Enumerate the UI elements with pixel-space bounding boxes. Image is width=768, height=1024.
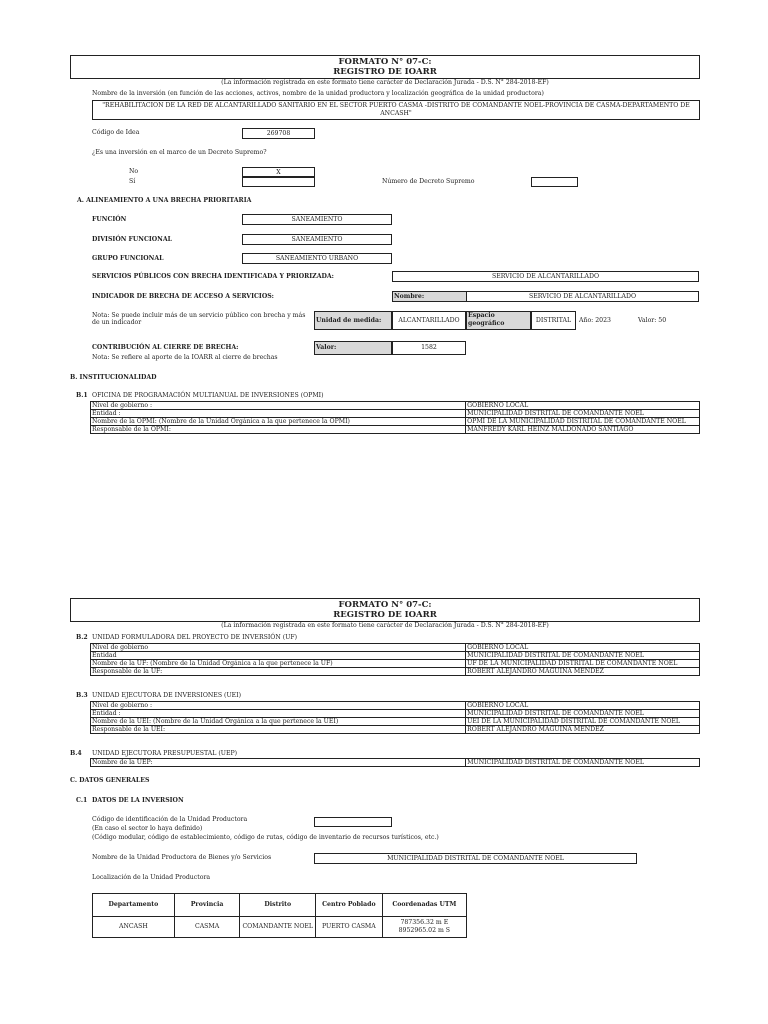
location-header-row [93, 894, 467, 917]
table-row [91, 660, 700, 668]
b4-number: B.4 [70, 750, 82, 757]
espacio-label [466, 311, 531, 330]
decree-number-field[interactable] [531, 177, 578, 187]
b3-table [90, 701, 700, 734]
localizacion-label: Localización de la Unidad Productora [92, 874, 211, 881]
servicios-label: SERVICIOS PÚBLICOS CON BRECHA IDENTIFICADA Y PRIORIZADA: [92, 273, 334, 280]
form-subtitle: REGISTRO DE IOARR [333, 67, 437, 77]
nombre-up-field[interactable]: MUNICIPALIDAD DISTRITAL DE COMANDANTE NOEL [314, 853, 637, 864]
form-title-2: FORMATO N° 07-C: [338, 600, 432, 610]
cell-provincia: CASMA [174, 917, 240, 938]
cell-departamento: ANCASH [93, 917, 175, 938]
form-note-2: (La información registrada en este formato tiene carácter de Declaración Jurada - D.S. N° 284-2018-EF) [221, 622, 549, 629]
row-value[interactable]: OPMI DE LA MUNICIPALIDAD DISTRITAL DE COMANDANTE NOEL [466, 418, 700, 426]
decree-no-checkbox[interactable]: X [242, 167, 315, 177]
section-c-title: C. DATOS GENERALES [70, 777, 150, 784]
row-value[interactable]: ROBERT ALEJANDRO MAGUIÑA MENDEZ [466, 726, 700, 734]
valor-indicador-text: Valor: 50 [638, 317, 667, 324]
b2-number: B.2 [76, 634, 88, 641]
form-header-2 [70, 598, 700, 622]
table-row [91, 652, 700, 660]
nombre-label: Nombre: [392, 291, 467, 302]
b4-table [90, 758, 700, 767]
row-value[interactable]: ROBERT ALEJANDRO MAGUIÑA MENDEZ [466, 668, 700, 676]
table-row [91, 418, 700, 426]
col-departamento: Departamento [93, 894, 175, 917]
location-table [92, 893, 467, 938]
utm-east: 787356.32 m E [400, 919, 449, 926]
row-label: Responsable de la UEI: [91, 726, 466, 734]
table-row [91, 644, 700, 652]
b3-number: B.3 [76, 692, 88, 699]
table-row [91, 759, 700, 767]
row-value[interactable]: MUNICIPALIDAD DISTRITAL DE COMANDANTE NOEL [466, 652, 700, 660]
row-value[interactable]: GOBIERNO LOCAL [466, 402, 700, 410]
row-label: Nivel de gobierno [91, 644, 466, 652]
col-coordenadas: Coordenadas UTM [382, 894, 466, 917]
division-label: DIVISIÓN FUNCIONAL [92, 236, 172, 243]
c1-number: C.1 [76, 797, 88, 804]
grupo-field[interactable]: SANEAMIENTO URBANO [242, 253, 392, 264]
idea-code-field[interactable]: 269708 [242, 128, 315, 139]
valor-label: Valor: [314, 341, 392, 355]
form-subtitle-2: REGISTRO DE IOARR [333, 610, 437, 620]
section-b-title: B. INSTITUCIONALIDAD [70, 374, 157, 381]
b3-title: UNIDAD EJECUTORA DE INVERSIONES (UEI) [92, 692, 242, 699]
table-row [91, 702, 700, 710]
location-row [93, 917, 467, 938]
investment-name-line1: "REHABILITACION DE LA RED DE ALCANTARILLADO SANITARIO EN EL SECTOR PUERTO CASMA -DISTRITO DE COMANDANTE NOEL-PROVINCIA DE CASMA-DEPARTAMENTO DE [102, 102, 690, 109]
row-value[interactable]: MUNICIPALIDAD DISTRITAL DE COMANDANTE NOEL [466, 410, 700, 418]
row-value[interactable]: MANFREDY KARL HEINZ MALDONADO SANTIAGO [466, 426, 700, 434]
investment-name-label: Nombre de la inversión (en función de las acciones, activos, nombre de la unidad productora y localización geográfica de la unidad productora) [92, 90, 544, 97]
row-label: Entidad [91, 652, 466, 660]
contribucion-label: CONTRIBUCIÓN AL CIERRE DE BRECHA: [92, 344, 239, 351]
table-row [91, 410, 700, 418]
c1-title: DATOS DE LA INVERSION [92, 797, 184, 804]
espacio-field[interactable]: DISTRITAL [531, 311, 576, 330]
investment-name-field[interactable] [92, 100, 700, 120]
valor-field[interactable]: 1582 [392, 341, 466, 355]
funcion-label: FUNCIÓN [92, 216, 127, 223]
indicador-label: INDICADOR DE BRECHA DE ACCESO A SERVICIOS: [92, 293, 274, 300]
codigo-up-line2: (En caso el sector lo haya definido) [92, 825, 203, 832]
row-value[interactable]: GOBIERNO LOCAL [466, 702, 700, 710]
row-label: Nombre de la UEP: [91, 759, 466, 767]
col-centro-poblado: Centro Poblado [316, 894, 383, 917]
b1-number: B.1 [76, 392, 88, 399]
b1-table [90, 401, 700, 434]
nombre-field[interactable]: SERVICIO DE ALCANTARILLADO [466, 291, 699, 302]
unidad-medida-label: Unidad de medida: [314, 311, 392, 330]
row-label: Nombre de la OPMI: (Nombre de la Unidad Orgánica a la que pertenece la OPMI) [91, 418, 466, 426]
idea-code-label: Código de Idea [92, 129, 140, 136]
division-field[interactable]: SANEAMIENTO [242, 234, 392, 245]
row-label: Entidad : [91, 710, 466, 718]
codigo-up-line1: Código de identificación de la Unidad Productora [92, 816, 248, 823]
cell-coordenadas [382, 917, 466, 938]
b4-title: UNIDAD EJECUTORA PRESUPUESTAL (UEP) [92, 750, 238, 757]
b2-table [90, 643, 700, 676]
row-value[interactable]: MUNICIPALIDAD DISTRITAL DE COMANDANTE NOEL [466, 710, 700, 718]
investment-name-line2: ANCASH" [380, 110, 412, 117]
codigo-up-line3: (Código modular, código de establecimiento, código de rutas, código de inventario de recursos turísticos, etc.) [92, 834, 439, 841]
nota-servicios [92, 312, 305, 326]
utm-south: 8952965.02 m S [398, 927, 451, 934]
b2-title: UNIDAD FORMULADORA DEL PROYECTO DE INVERSIÓN (UF) [92, 634, 298, 641]
decree-question: ¿Es una inversión en el marco de un Decreto Supremo? [92, 149, 267, 156]
row-value[interactable]: GOBIERNO LOCAL [466, 644, 700, 652]
row-value[interactable]: MUNICIPALIDAD DISTRITAL DE COMANDANTE NOEL [466, 759, 700, 767]
servicios-field[interactable]: SERVICIO DE ALCANTARILLADO [392, 271, 699, 282]
table-row [91, 726, 700, 734]
row-label: Nivel de gobierno : [91, 402, 466, 410]
section-a-title: A. ALINEAMIENTO A UNA BRECHA PRIORITARIA [77, 197, 252, 204]
b1-title: OFICINA DE PROGRAMACIÓN MULTIANUAL DE INVERSIONES (OPMI) [92, 392, 324, 399]
row-label: Nivel de gobierno : [91, 702, 466, 710]
espacio-label-line2: geográfico [468, 320, 505, 327]
row-value[interactable]: UEI DE LA MUNICIPALIDAD DISTRITAL DE COMANDANTE NOEL [466, 718, 700, 726]
table-row [91, 402, 700, 410]
row-value[interactable]: UF DE LA MUNICIPALIDAD DISTRITAL DE COMANDANTE NOEL [466, 660, 700, 668]
table-row [91, 668, 700, 676]
row-label: Responsable de la UF: [91, 668, 466, 676]
col-provincia: Provincia [174, 894, 240, 917]
row-label: Responsable de la OPMI: [91, 426, 466, 434]
form-note: (La información registrada en este formato tiene carácter de Declaración Jurada - D.S. N° 284-2018-EF) [221, 79, 549, 86]
nota-servicios-line1: Nota: Se puede incluir más de un servicio público con brecha y más [92, 312, 306, 319]
anio-text: Año: 2023 [579, 317, 611, 324]
codigo-up-field[interactable] [314, 817, 392, 827]
table-row [91, 426, 700, 434]
row-label: Entidad : [91, 410, 466, 418]
decree-no-label: No [129, 168, 139, 175]
unidad-medida-field[interactable]: ALCANTARILLADO [392, 311, 466, 330]
row-label: Nombre de la UEI: (Nombre de la Unidad Orgánica a la que pertenece la UEI) [91, 718, 466, 726]
form-header [70, 55, 700, 79]
decree-number-label: Número de Decreto Supremo [382, 178, 475, 185]
col-distrito: Distrito [240, 894, 316, 917]
row-label: Nombre de la UF: (Nombre de la Unidad Orgánica a la que pertenece la UF) [91, 660, 466, 668]
nombre-up-label: Nombre de la Unidad Productora de Bienes y/o Servicios [92, 854, 272, 861]
cell-distrito: COMANDANTE NOEL [240, 917, 316, 938]
funcion-field[interactable]: SANEAMIENTO [242, 214, 392, 225]
grupo-label: GRUPO FUNCIONAL [92, 255, 164, 262]
form-title: FORMATO N° 07-C: [338, 57, 432, 67]
nota-contribucion: Nota: Se refiere al aporte de la IOARR al cierre de brechas [92, 354, 278, 361]
decree-si-label: Sí [129, 178, 136, 185]
decree-si-checkbox[interactable] [242, 177, 315, 187]
espacio-label-line1: Espacio [468, 312, 495, 319]
nota-servicios-line2: de un indicador [92, 319, 142, 326]
table-row [91, 718, 700, 726]
table-row [91, 710, 700, 718]
cell-centro-poblado: PUERTO CASMA [316, 917, 383, 938]
